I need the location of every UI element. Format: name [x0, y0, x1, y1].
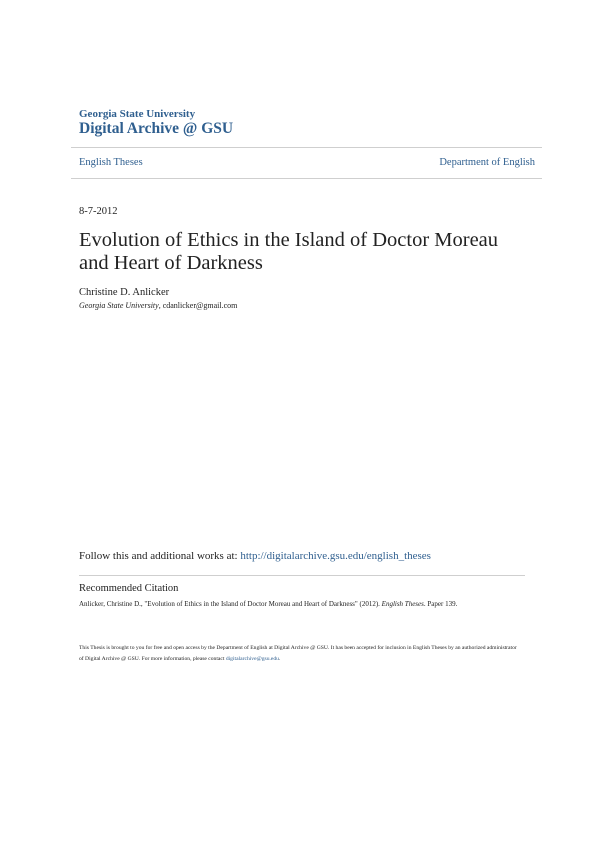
follow-text: Follow this and additional works at: [79, 550, 241, 562]
citation-prefix: Anlicker, Christine D., "Evolution of Ethics in the Island of Doctor Moreau and Heart of Darkness" (2012). [79, 600, 382, 608]
collection-url-link[interactable]: http://digitalarchive.gsu.edu/english_theses [240, 550, 431, 562]
nav-divider [71, 178, 542, 179]
follow-line [79, 550, 431, 562]
english-theses-link[interactable]: English Theses [79, 157, 143, 168]
footnote-text: This Thesis is brought to you for free and open access by the Department of English at Digital Archive @ GSU. It has been accepted for inclusion in English Theses by an authorized administrator of Digital Archive @ GSU. For more information, please contact [79, 645, 517, 662]
citation-series: English Theses [381, 600, 424, 608]
citation-heading: Recommended Citation [79, 583, 179, 594]
author-affiliation [79, 301, 237, 310]
publication-date: 8-7-2012 [79, 206, 118, 217]
author-name: Christine D. Anlicker [79, 287, 170, 298]
citation-suffix: . Paper 139. [423, 600, 458, 608]
affiliation-name: Georgia State University [79, 301, 159, 310]
institution-name: Georgia State University [79, 108, 196, 120]
affiliation-separator: , [158, 301, 163, 310]
author-email: cdanlicker@gmail.com [162, 301, 238, 310]
contact-email-link[interactable]: digitalarchive@gsu.edu [225, 656, 279, 662]
access-footnote [79, 643, 519, 665]
department-link[interactable]: Department of English [439, 157, 535, 168]
citation-divider [79, 575, 525, 576]
archive-name[interactable]: Digital Archive @ GSU [79, 120, 234, 137]
document-title: Evolution of Ethics in the Island of Doctor Moreau and Heart of Darkness [79, 229, 499, 274]
footnote-end: . [278, 656, 281, 662]
header-divider [71, 147, 542, 148]
citation-text [79, 600, 457, 608]
